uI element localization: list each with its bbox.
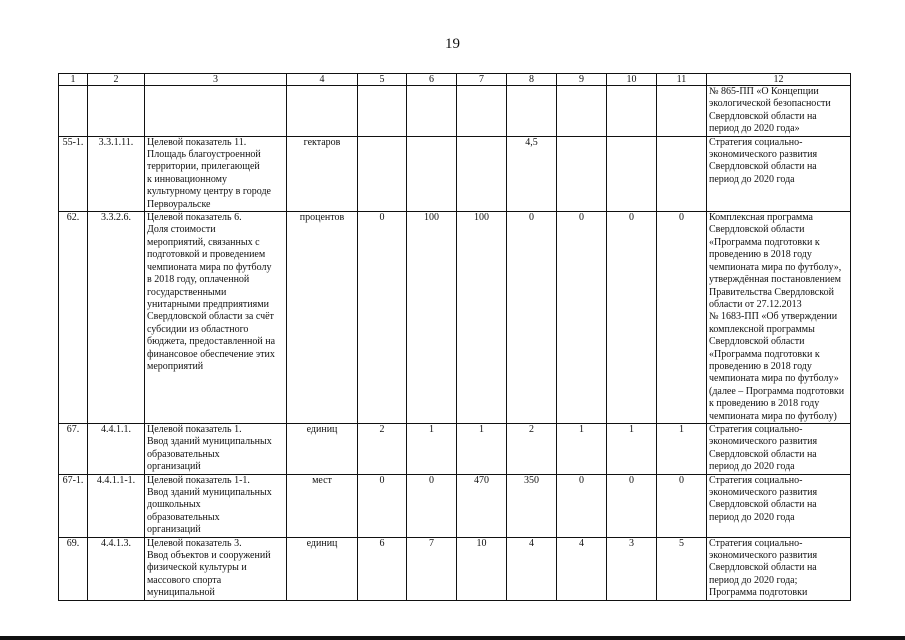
table-cell-col-6 xyxy=(407,86,457,137)
table-cell-col-9: 4 xyxy=(557,537,607,600)
table-row xyxy=(59,537,851,600)
table-cell-col-10: 0 xyxy=(607,212,657,424)
table-cell-col-5 xyxy=(358,86,407,137)
column-header: 2 xyxy=(88,74,145,86)
table-row xyxy=(59,474,851,537)
table-cell-col-12: Стратегия социально- экономического развития Свердловской области на период до 2020 года xyxy=(707,136,851,211)
column-header: 3 xyxy=(145,74,287,86)
column-header: 5 xyxy=(358,74,407,86)
table-cell-col-7: 1 xyxy=(457,423,507,474)
column-header: 4 xyxy=(287,74,358,86)
table-row xyxy=(59,423,851,474)
table-cell-col-12: Стратегия социально- экономического развития Свердловской области на период до 2020 года; Программа подготовки xyxy=(707,537,851,600)
table-cell-col-5: 2 xyxy=(358,423,407,474)
table-cell-col-5: 0 xyxy=(358,212,407,424)
table-cell-col-3 xyxy=(145,86,287,137)
table-cell-col-5: 6 xyxy=(358,537,407,600)
table-cell-col-3: Целевой показатель 11. Площадь благоустроенной территории, прилегающей к инновационному культурному центру в городе Первоуральске xyxy=(145,136,287,211)
table-cell-col-4 xyxy=(287,86,358,137)
table-cell-col-11 xyxy=(657,136,707,211)
table-cell-col-1: 67-1. xyxy=(59,474,88,537)
table-cell-col-12: Стратегия социально- экономического развития Свердловской области на период до 2020 года xyxy=(707,423,851,474)
table-cell-col-9: 0 xyxy=(557,474,607,537)
table-cell-col-2: 4.4.1.1. xyxy=(88,423,145,474)
column-header: 6 xyxy=(407,74,457,86)
table-cell-col-3: Целевой показатель 3. Ввод объектов и сооружений физической культуры и массового спорта муниципальной xyxy=(145,537,287,600)
column-header: 12 xyxy=(707,74,851,86)
table-cell-col-11: 0 xyxy=(657,474,707,537)
table-cell-col-11: 5 xyxy=(657,537,707,600)
table-row xyxy=(59,86,851,137)
table-cell-col-11: 1 xyxy=(657,423,707,474)
table-cell-col-7: 470 xyxy=(457,474,507,537)
table-cell-col-4: гектаров xyxy=(287,136,358,211)
table-cell-col-1: 62. xyxy=(59,212,88,424)
table-cell-col-8: 4,5 xyxy=(507,136,557,211)
table-body xyxy=(59,74,851,601)
table-cell-col-1: 67. xyxy=(59,423,88,474)
table-cell-col-3: Целевой показатель 1. Ввод зданий муниципальных образовательных организаций xyxy=(145,423,287,474)
table-cell-col-2: 3.3.2.6. xyxy=(88,212,145,424)
page-number: 19 xyxy=(445,36,460,52)
column-header: 11 xyxy=(657,74,707,86)
table-cell-col-12: № 865-ПП «О Концепции экологической безопасности Свердловской области на период до 2020 года» xyxy=(707,86,851,137)
table-row xyxy=(59,212,851,424)
table-cell-col-7: 100 xyxy=(457,212,507,424)
table-cell-col-2 xyxy=(88,86,145,137)
column-header: 10 xyxy=(607,74,657,86)
table-cell-col-11: 0 xyxy=(657,212,707,424)
table-cell-col-8 xyxy=(507,86,557,137)
table-cell-col-3: Целевой показатель 6. Доля стоимости мероприятий, связанных с подготовкой и проведением чемпионата мира по футболу в 2018 году, оплаченной государственными унитарными предприятиями Свердловской области за счёт субсидии из областного бюджета, предоставленной на финансовое обеспечение этих мероприятий xyxy=(145,212,287,424)
table-cell-col-9: 0 xyxy=(557,212,607,424)
page-bottom-border xyxy=(0,636,905,640)
table-cell-col-4: мест xyxy=(287,474,358,537)
table-cell-col-3: Целевой показатель 1-1. Ввод зданий муниципальных дошкольных образовательных организаций xyxy=(145,474,287,537)
table-cell-col-4: единиц xyxy=(287,537,358,600)
table-cell-col-1 xyxy=(59,86,88,137)
table-cell-col-4: единиц xyxy=(287,423,358,474)
table-cell-col-2: 3.3.1.11. xyxy=(88,136,145,211)
table-cell-col-1: 69. xyxy=(59,537,88,600)
table-cell-col-9: 1 xyxy=(557,423,607,474)
indicators-table xyxy=(58,73,851,601)
table-cell-col-10 xyxy=(607,86,657,137)
table-cell-col-10: 0 xyxy=(607,474,657,537)
column-header: 1 xyxy=(59,74,88,86)
table-cell-col-7 xyxy=(457,136,507,211)
table-cell-col-8: 0 xyxy=(507,212,557,424)
table-cell-col-9 xyxy=(557,136,607,211)
table-row xyxy=(59,136,851,211)
table-cell-col-6: 7 xyxy=(407,537,457,600)
table-cell-col-5 xyxy=(358,136,407,211)
table-cell-col-1: 55-1. xyxy=(59,136,88,211)
table-cell-col-5: 0 xyxy=(358,474,407,537)
column-header: 8 xyxy=(507,74,557,86)
table-cell-col-6: 100 xyxy=(407,212,457,424)
table-cell-col-10: 1 xyxy=(607,423,657,474)
table-cell-col-12: Стратегия социально- экономического развития Свердловской области на период до 2020 года xyxy=(707,474,851,537)
column-number-row xyxy=(59,74,851,86)
table-cell-col-10: 3 xyxy=(607,537,657,600)
table-cell-col-7 xyxy=(457,86,507,137)
table-cell-col-7: 10 xyxy=(457,537,507,600)
table-cell-col-8: 2 xyxy=(507,423,557,474)
table-cell-col-2: 4.4.1.3. xyxy=(88,537,145,600)
table-cell-col-8: 350 xyxy=(507,474,557,537)
column-header: 9 xyxy=(557,74,607,86)
table-cell-col-8: 4 xyxy=(507,537,557,600)
table-cell-col-2: 4.4.1.1-1. xyxy=(88,474,145,537)
table-cell-col-4: процентов xyxy=(287,212,358,424)
table-cell-col-10 xyxy=(607,136,657,211)
column-header: 7 xyxy=(457,74,507,86)
table-cell-col-6 xyxy=(407,136,457,211)
table-cell-col-12: Комплексная программа Свердловской области «Программа подготовки к проведению в 2018 году чемпионата мира по футболу», утверждённая постановлением Правительства Свердловской области от 27.12.2013 № 1683-ПП «Об утверждении комплексной программы Свердловской области «Программа подготовки к проведению в 2018 году чемпионата мира по футболу» (далее – Программа подготовки к проведению в 2018 году чемпионата мира по футболу) xyxy=(707,212,851,424)
table-cell-col-11 xyxy=(657,86,707,137)
table-cell-col-6: 1 xyxy=(407,423,457,474)
table-cell-col-6: 0 xyxy=(407,474,457,537)
table-cell-col-9 xyxy=(557,86,607,137)
